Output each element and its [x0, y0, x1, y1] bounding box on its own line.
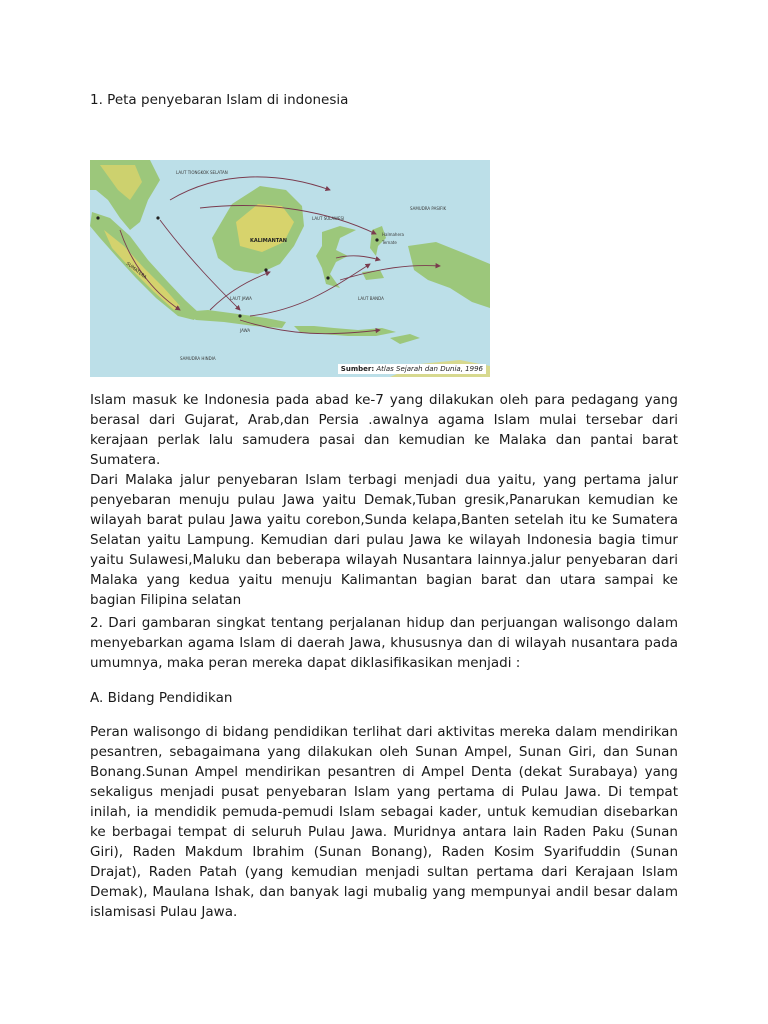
- marker-makassar: [326, 276, 329, 279]
- map-label-laut-jawa: LAUT JAWA: [230, 296, 252, 301]
- map-label-laut-banda: LAUT BANDA: [358, 296, 384, 301]
- marker-malaka: [156, 216, 159, 219]
- map-label-laut-tiongkok: LAUT TIONGKOK SELATAN: [176, 170, 228, 175]
- marker-ternate: [375, 238, 378, 241]
- paragraph-jalur-penyebaran: Dari Malaka jalur penyebaran Islam terbagi menjadi dua yaitu, yang pertama jalur penyebaran menuju pulau Jawa yaitu Demak,Tuban gresik,Panarukan kemudian ke wilayah barat pulau Jawa yaitu corebon,Sunda kelapa,Banten setelah itu ke Sumatera Selatan yaitu Lampung. Kemudian dari pulau Jawa ke wilayah Indonesia bagia timur yaitu Sulawesi,Maluku dan beberapa wilayah Nusantara lainnya.jalur penyebaran dari Malaka yang kedua yaitu menuju Kalimantan bagian barat dan utara sampai ke bagian Filipina selatan: [90, 472, 678, 608]
- map-label-halmahera: Halmahera: [382, 232, 405, 237]
- map-label-samudra-hindia: SAMUDRA HINDIA: [180, 356, 216, 361]
- map-source-caption: [338, 364, 486, 374]
- map-image: [90, 160, 490, 377]
- map-label-sumatera: SUMATERA: [124, 261, 148, 281]
- map-label-samudra-pasifik: SAMUDRA PASIFIK: [410, 206, 447, 211]
- marker-banjar: [264, 268, 267, 271]
- map-label-jawa: JAWA: [240, 328, 251, 333]
- section-heading: 1. Peta penyebaran Islam di indonesia: [90, 92, 349, 108]
- map-source-label: Sumber:: [340, 365, 375, 373]
- map-source-text: Atlas Sejarah dan Dunia, 1996: [376, 365, 483, 373]
- map-label-laut-sulawesi: LAUT SULAWESI: [312, 216, 345, 221]
- paragraph-peran-walisongo: 2. Dari gambaran singkat tentang perjalanan hidup dan perjuangan walisongo dalam menyebarkan agama Islam di daerah Jawa, khususnya dan di wilayah nusantara pada umumnya, maka peran mereka dapat diklasifikasikan menjadi :: [90, 615, 678, 671]
- islam-spread-map: [90, 160, 490, 377]
- map-label-kalimantan: KALIMANTAN: [250, 238, 287, 244]
- map-label-ternate: Ternate: [382, 240, 397, 245]
- subheading-bidang-pendidikan: A. Bidang Pendidikan: [90, 690, 233, 706]
- paragraph-islam-masuk: Islam masuk ke Indonesia pada abad ke-7 yang dilakukan oleh para pedagang yang berasal dari Gujarat, Arab,dan Persia .awalnya agama Islam mulai tersebar dari kerajaan perlak lalu samudera pasai dan kemudian ke Malaka dan pantai barat Sumatera.: [90, 392, 678, 468]
- marker-aceh: [96, 216, 99, 219]
- marker-demak: [238, 314, 241, 317]
- paragraph-pendidikan: Peran walisongo di bidang pendidikan terlihat dari aktivitas mereka dalam mendirikan pesantren, sebagaimana yang dilakukan oleh Sunan Ampel, Sunan Giri, dan Sunan Bonang.Sunan Ampel mendirikan pesantren di Ampel Denta (dekat Surabaya) yang sekaligus menjadi pusat penyebaran Islam yang pertama di Pulau Jawa. Di tempat inilah, ia mendidik pemuda-pemudi Islam sebagai kader, untuk kemudian disebarkan ke berbagai tempat di seluruh Pulau Jawa. Muridnya antara lain Raden Paku (Sunan Giri), Raden Makdum Ibrahim (Sunan Bonang), Raden Kosim Syarifuddin (Sunan Drajat), Raden Patah (yang kemudian menjadi sultan pertama dari Kerajaan Islam Demak), Maulana Ishak, dan banyak lagi mubalig yang mempunyai andil besar dalam islamisasi Pulau Jawa.: [90, 724, 678, 920]
